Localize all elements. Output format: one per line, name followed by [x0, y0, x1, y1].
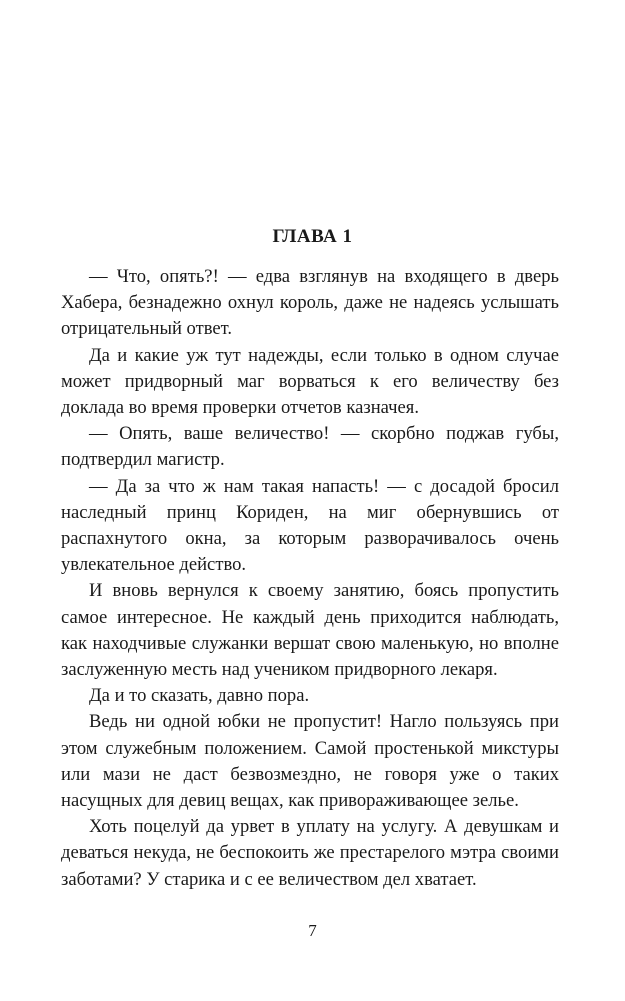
paragraph: Да и то сказать, давно пора.	[89, 685, 310, 707]
paragraph: Ведь ни одной юбки не пропустит! Нагло пользуясь при этом служебным положением. Самой простенькой микстуры или мази не даст безвозмездно, не говоря уже о таких насущных для девиц вещах, как привораживающее зелье.	[61, 711, 559, 812]
paragraph: Хоть поцелуй да урвет в уплату на услугу. А девушкам и деваться некуда, не беспокоить же престарелого мэтра своими заботами? У старика и с ее величеством дел хватает.	[61, 816, 559, 890]
paragraph: — Что, опять?! — едва взглянув на входящего в дверь Хабера, безнадежно охнул король, даже не надеясь услышать отрицательный ответ.	[61, 266, 559, 340]
paragraph: Да и какие уж тут надежды, если только в одном случае может придворный маг ворваться к его величеству без доклада во время проверки отчетов казначея.	[61, 344, 559, 419]
page-number: 7	[308, 921, 317, 940]
chapter-body	[61, 264, 559, 893]
chapter-title: ГЛАВА 1	[272, 226, 353, 247]
paragraph: — Да за что ж нам такая напасть! — с досадой бросил наследный принц Кориден, на миг обернувшись от распахнутого окна, за которым разворачивалось очень увлекательное действо.	[61, 475, 559, 576]
paragraph: — Опять, ваше величество! — скорбно поджав губы, подтвердил магистр.	[61, 423, 559, 471]
paragraph: И вновь вернулся к своему занятию, боясь пропустить самое интересное. Не каждый день приходится наблюдать, как находчивые служанки вершат свою маленькую, но вполне заслуженную месть над учеником придворного лекаря.	[61, 580, 559, 681]
